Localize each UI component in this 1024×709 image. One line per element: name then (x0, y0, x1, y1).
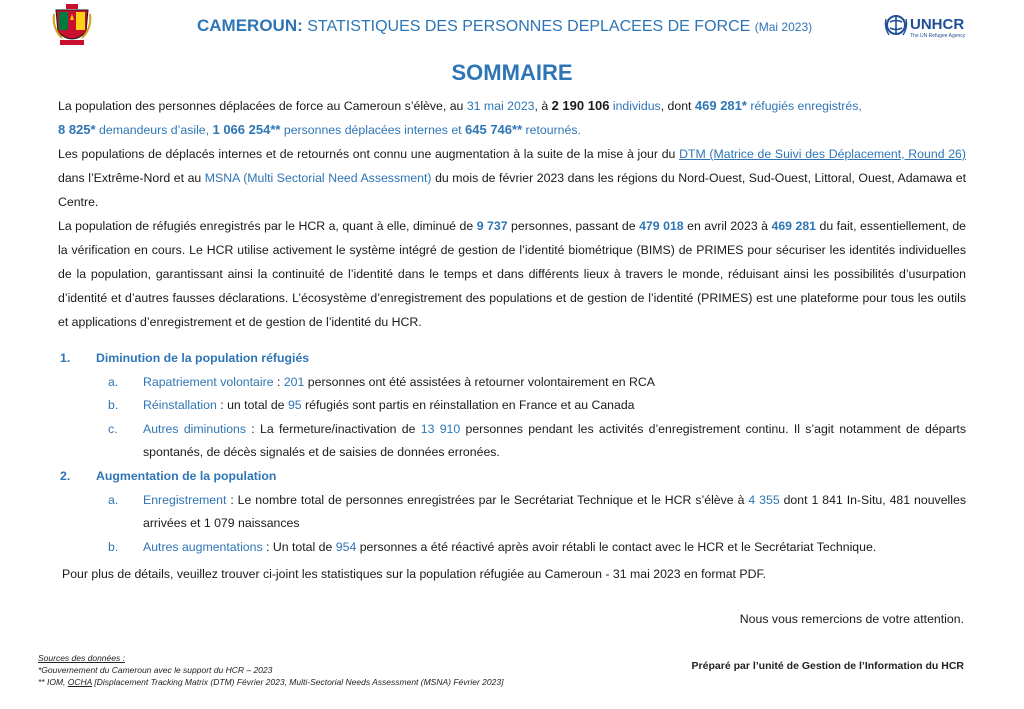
list-item (58, 489, 966, 536)
item-label: Autres augmentations (143, 539, 263, 554)
list-item (58, 371, 966, 395)
text: dont 1 841 In-Situ, 481 nouvelles arrivées et 1 079 naissances (143, 492, 966, 530)
to-value: 469 281 (771, 219, 817, 233)
item-label: Rapatriement volontaire (143, 374, 274, 389)
ocha-link[interactable]: OCHA (67, 677, 93, 687)
text: : Un total de (262, 539, 336, 554)
text: La population des personnes déplacées de force au Cameroun s’élève, au (58, 99, 467, 113)
item-value: 4 355 (748, 492, 780, 507)
total-value: 2 190 106 (551, 98, 610, 113)
idp-label: personnes déplacées internes et (280, 123, 466, 137)
section-title: Diminution de la population réfugiés (96, 351, 310, 365)
text: individus (609, 99, 661, 113)
asylum-value: 8 825* (58, 122, 96, 137)
intro-text (58, 94, 966, 334)
unhcr-logo-icon (884, 13, 908, 39)
item-value: 201 (283, 374, 305, 389)
idp-value: 1 066 254** (212, 122, 281, 137)
text: personnes a été réactivé après avoir rétabli le contact avec le HCR et le Secrétariat Technique. (356, 539, 877, 554)
item-value: 95 (287, 398, 302, 412)
title-date: (Mai 2023) (754, 20, 813, 34)
section-increase (58, 465, 966, 559)
title-country: CAMEROUN: (197, 16, 303, 35)
text: La population de réfugiés enregistrés par le HCR a, quant à elle, diminué de (58, 219, 477, 233)
page-title (197, 16, 812, 36)
text: en avril 2023 à (683, 219, 772, 233)
unhcr-logo (884, 13, 974, 43)
dtm-link[interactable]: DTM (Matrice de Suivi des Déplacement, Round 26) (679, 147, 966, 161)
item-letter: c. (108, 421, 118, 436)
text: du mois de février 2023 dans les régions du Nord-Ouest, Sud-Ouest, Littoral, Ouest, Adamawa et Centre. (58, 171, 966, 209)
item-letter: a. (108, 374, 119, 389)
text: : La fermeture/inactivation de (246, 421, 421, 436)
section-title: Augmentation de la population (96, 469, 277, 483)
text: Les populations de déplacés internes et de retournés ont connu une augmentation à la suite de la mise à jour du (58, 147, 680, 161)
intro-paragraph-3 (58, 214, 966, 334)
text: , dont (660, 99, 695, 113)
section-header (58, 347, 966, 371)
item-value: 954 (335, 539, 357, 554)
item-letter: b. (108, 398, 119, 412)
source-line-1: *Gouvernement du Cameroun avec le support du HCR – 2023 (38, 665, 273, 675)
section-number: 2. (60, 469, 71, 483)
list-item (58, 394, 966, 418)
decrease-value: 9 737 (476, 219, 508, 233)
text: , à (534, 99, 552, 113)
page-header (0, 0, 1024, 52)
returnees-label: retournés. (522, 123, 581, 137)
section-decrease (58, 347, 966, 465)
item-label: Autres diminutions (143, 421, 247, 436)
sources-footnote (38, 652, 503, 688)
more-info-text: Pour plus de détails, veuillez trouver ci-joint les statistiques sur la population réfugiée au Cameroun - 31 mai 2023 en format PDF. (62, 567, 767, 581)
asylum-label: demandeurs d’asile, (95, 123, 213, 137)
item-label: Enregistrement (143, 492, 227, 507)
text: réfugiés sont partis en réinstallation en France et au Canada (301, 398, 635, 412)
list-item (58, 536, 966, 560)
section-number: 1. (60, 351, 71, 365)
text: personnes, passant de (507, 219, 640, 233)
cameroon-coat-of-arms-icon (52, 4, 92, 48)
msna-text: MSNA (Multi Sectorial Need Assessment) (204, 171, 432, 185)
text: : un total de (216, 398, 288, 412)
title-main: STATISTIQUES DES PERSONNES DEPLACEES DE FORCE (307, 18, 751, 35)
text: : (273, 374, 284, 389)
intro-paragraph-2 (58, 142, 966, 214)
unhcr-tagline: The UN Refugee Agency (910, 33, 966, 39)
item-value: 13 910 (420, 421, 461, 436)
list-item (58, 418, 966, 465)
text: personnes ont été assistées à retourner volontairement en RCA (304, 374, 655, 389)
text: personnes pendant les activités d’enregistrement continu. Il s’agit notamment de départs spontanés, de décès signalés et de saisies de données erronées. (143, 421, 966, 459)
source-line-2 (38, 676, 503, 688)
item-letter: b. (108, 539, 119, 554)
prepared-by: Préparé par l’unité de Gestion de l’Information du HCR (691, 660, 964, 672)
thanks-text: Nous vous remercions de votre attention. (739, 612, 964, 626)
text: [Displacement Tracking Matrix (DTM) Février 2023, Multi-Sectorial Needs Assessment (MSNA) Février 2023] (92, 677, 504, 687)
intro-paragraph-1 (58, 94, 966, 142)
text: du fait, essentiellement, de la vérification en cours. Le HCR utilise activement le système intégré de gestion de l’identité biométrique (BIMS) de PRIMES pour sécuriser les identités individuelles de la population, garantissant ainsi la continuité de l’identité dans le temps et dans différents lieux à travers le monde, réduisant ainsi les possibilités d’usurpation d’identité et d’autres fausses déclarations. L’écosystème d’enregistrement des populations et de gestion de l’identité (PRIMES) est une plateforme pour tous les outils et applications d’enregistrement et de gestion de l’identité du HCR. (58, 219, 967, 329)
text: dans l’Extrême-Nord et au (58, 171, 205, 185)
unhcr-logo-text: UNHCR (910, 16, 965, 33)
sources-title: Sources des données : (38, 653, 125, 663)
item-letter: a. (108, 492, 119, 507)
text: : Le nombre total de personnes enregistrées par le Secrétariat Technique et le HCR s’élève à (226, 492, 749, 507)
refugees-label: réfugiés enregistrés, (746, 99, 862, 113)
from-value: 479 018 (639, 219, 684, 233)
returnees-value: 645 746** (465, 122, 523, 137)
text: ** IOM, (38, 677, 68, 687)
item-label: Réinstallation (143, 398, 217, 412)
refugees-value: 469 281* (694, 98, 747, 113)
section-header (58, 465, 966, 489)
summary-heading: SOMMAIRE (451, 60, 573, 85)
date-value: 31 mai 2023 (466, 99, 535, 113)
